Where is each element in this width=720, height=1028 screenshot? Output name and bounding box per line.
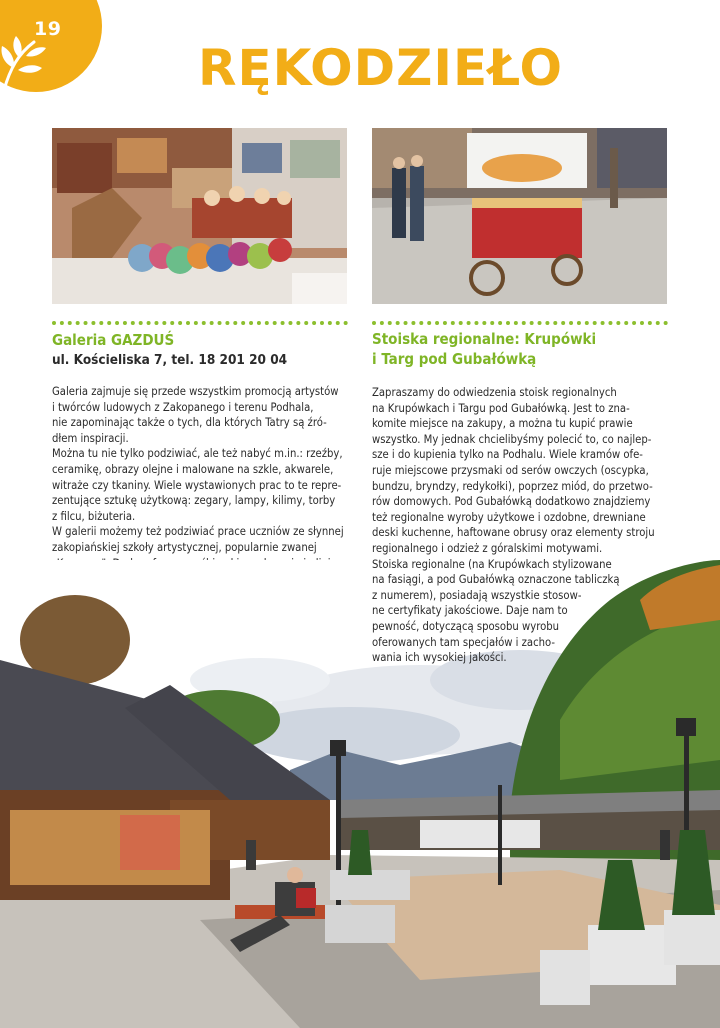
- text-line: nie zapominając także o tych, dla których Tatry są źró-: [52, 416, 327, 430]
- text-line: zentujące sztukę użytkową: zegary, lampy, kilimy, torby: [52, 494, 336, 508]
- text-line: regionalnego i odzież z góralskimi motywami.: [372, 541, 603, 555]
- text-line: bundzu, bryndzy, redykołki), poprzez miód, do przetwo-: [372, 479, 653, 493]
- heading-line: i Targ pod Gubałówką: [372, 350, 537, 368]
- text-line: Stoiska regionalne (na Krupówkach stylizowane: [372, 557, 612, 571]
- text-line: wszystko. My jednak chcielibyśmy polecić to, co najlep-: [372, 432, 652, 446]
- text-line: dłem inspiracji.: [52, 431, 129, 445]
- text-line: pewność, dotyczącą sposobu wyrobu: [372, 619, 560, 633]
- heading-line: Stoiska regionalne: Krupówki: [372, 330, 597, 348]
- text-line: W galerii możemy też podziwiać prace uczniów ze słynnej: [52, 525, 344, 539]
- gallery-address: ul. Kościeliska 7, tel. 18 201 20 04: [52, 352, 288, 368]
- text-line: Można tu nie tylko podziwiać, ale też nabyć m.in.: rzeźby,: [52, 447, 343, 461]
- right-divider: [372, 321, 668, 325]
- text-line: i twórców ludowych z Zakopanego i terenu Podhala,: [52, 400, 314, 414]
- gallery-heading: Galeria GAZDUŚ: [52, 331, 175, 349]
- text-line: z numerem), posiadają wszystkie stosow-: [372, 588, 582, 602]
- market-description: [372, 385, 655, 666]
- text-line: sze i do kupienia tylko na Podhalu. Wiele kramów ofe-: [372, 448, 643, 462]
- gallery-description: [52, 384, 344, 587]
- text-line: witraże czy tkaniny. Wiele wystawionych prac to te repre-: [52, 478, 342, 492]
- text-line: deski kuchenne, haftowane obrusy oraz elementy stroju: [372, 526, 655, 540]
- market-stall-photo: [372, 128, 667, 304]
- market-heading: [372, 329, 596, 369]
- text-line: zakopiańskiej szkoły artystycznej, popularnie zwanej: [52, 540, 317, 554]
- text-line: komite miejsce na zakupy, a można tu kupić prawie: [372, 417, 633, 431]
- page-number: 19: [34, 18, 62, 40]
- page-title: RĘKODZIEŁO: [198, 39, 564, 97]
- text-line: ne certyfikaty jakościowe. Daje nam to: [372, 604, 568, 618]
- text-line: na Krupówkach i Targu pod Gubałówką. Jest to zna-: [372, 401, 630, 415]
- text-line: Zapraszamy do odwiedzenia stoisk regionalnych: [372, 386, 617, 399]
- text-line: z filcu, biżuteria.: [52, 509, 136, 523]
- text-line: oferowanych tam specjałów i zacho-: [372, 635, 556, 649]
- text-line: też regionalne wyroby użytkowe i ozdobne, drewniane: [372, 510, 646, 524]
- text-line: ruje miejscowe przysmaki od serów owczych (oscypka,: [372, 463, 649, 477]
- text-line: wania ich wysokiej jakości.: [372, 651, 507, 665]
- gallery-photo: [52, 128, 347, 304]
- text-line: rów domowych. Pod Gubałówką dodatkowo znajdziemy: [372, 495, 651, 509]
- left-divider: [52, 321, 348, 325]
- text-line: Galeria zajmuje się przede wszystkim promocją artystów: [52, 385, 339, 398]
- text-line: ceramikę, obrazy olejne i malowane na szkle, akwarele,: [52, 462, 334, 476]
- text-line: na fasiągi, a pod Gubałówką oznaczone tabliczką: [372, 573, 620, 587]
